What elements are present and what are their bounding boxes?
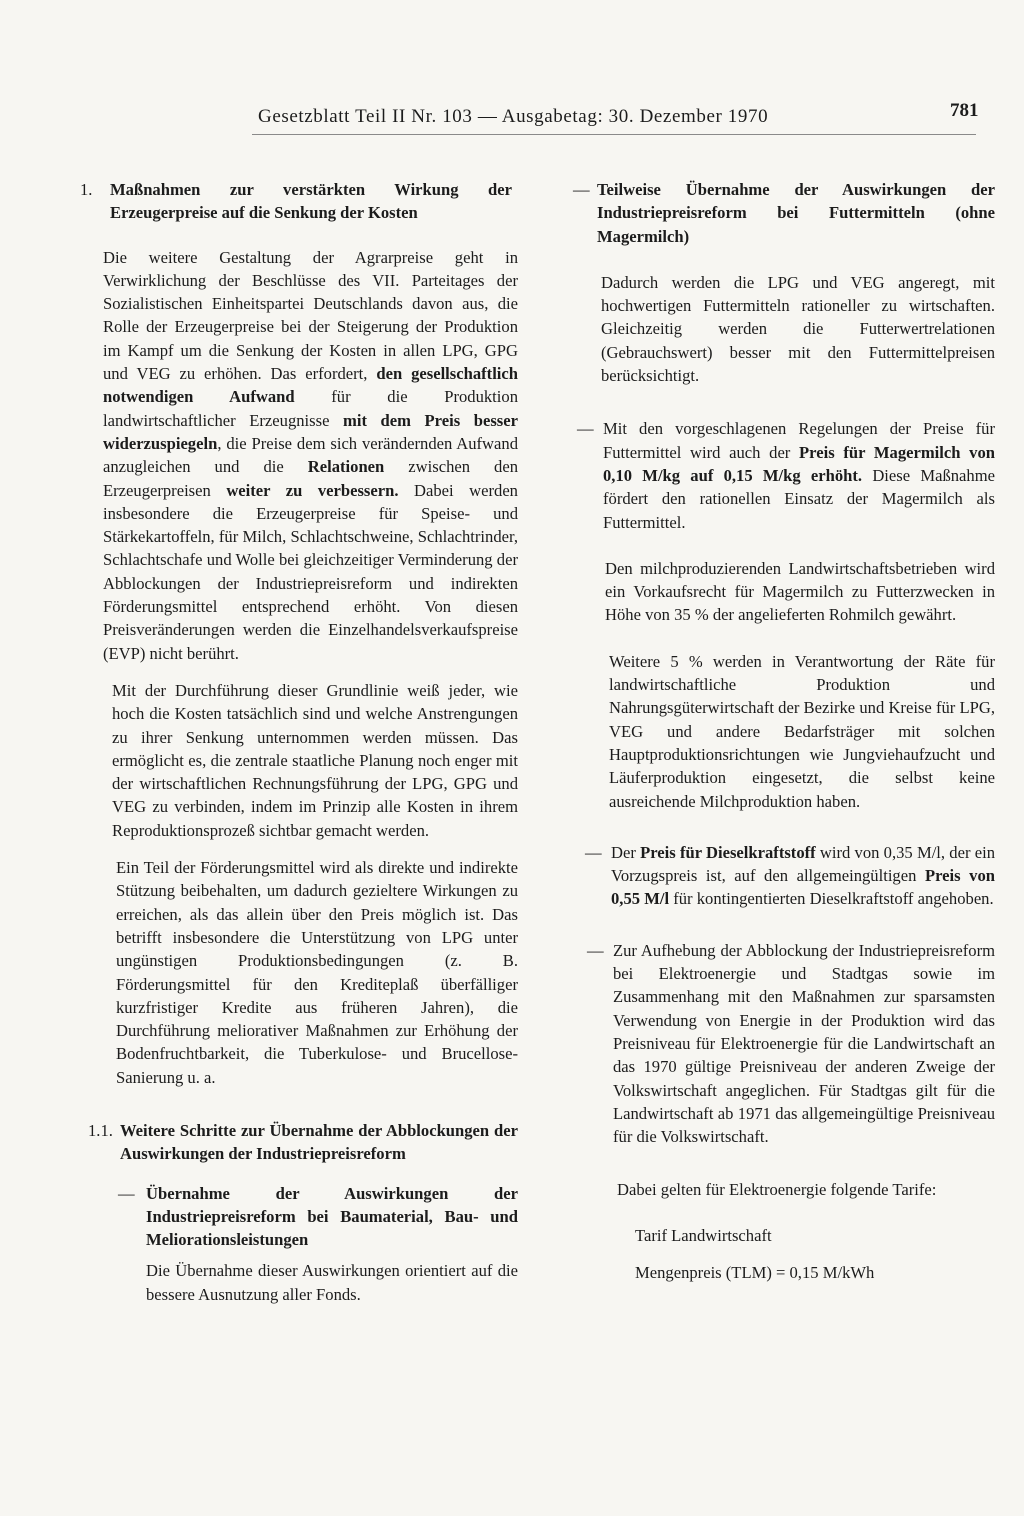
tariff-intro: Dabei gelten für Elektroenergie folgende Tarife: [617, 1180, 937, 1200]
paragraph-agrarpreise: Die weitere Gestaltung der Agrarpreise geht in Verwirklichung der Beschlüsse des VII. Parteitages der Sozialistischen Einheitspartei Deutschlands davon aus, die Rolle der Erzeugerpreise bei der Steigerung der Produktion im Kampf um die Senkung der Kosten in allen LPG, GPG und VEG zu erhöhen. Das erfordert, den gesellschaftlich notwendigen Aufwand für die Produktion landwirtschaftlicher Erzeugnisse mit dem Preis besser widerzuspiegeln, die Preise dem sich verändernden Aufwand anzugleichen und die Relationen zwischen den Erzeugerpreisen weiter zu verbessern. Dabei werden insbesondere die Erzeugerpreise für Speise- und Stärkekartoffeln, für Milch, Schlachtschweine, Schlachtrinder, Schlachtschafe und Wolle bei gleichzeitiger Verminderung der Abblockungen der Industriepreisreform und indirekten Förderungsmittel entsprechend erhöht. Von diesen Preisveränderungen werden die Einzelhandelsverkaufspreise (EVP) nicht berührt. [103, 247, 519, 663]
section-1-number: 1. [80, 180, 93, 199]
item-futtermittel-text: Dadurch werden die LPG und VEG angeregt, mit hochwertigen Futtermitteln rationeller zu wirtschaften. Gleichzeitig werden die Futterwertrelationen (Gebrauchswert) besser mit den Futtermittelpreisen berücksichtigt. [601, 272, 995, 386]
header-rule [252, 134, 976, 135]
item-dieselkraftstoff-text: Der Preis für Dieselkraftstoff wird von 0,35 M/l, der ein Vorzugspreis ist, auf den allgemeingültigen Preis von 0,55 M/l für kontingentierten Dieselkraftstoff angehoben. [611, 842, 995, 909]
item-elektroenergie [573, 939, 995, 1149]
subitem-baumaterial-heading: Übernahme der Auswirkungen der Industriepreisreform bei Baumaterial, Bau- und Meliorationsleistungen [146, 1183, 518, 1250]
subitem-baumaterial [88, 1182, 518, 1306]
dash-marker: — [573, 180, 590, 199]
item-futtermittel [573, 178, 995, 387]
page-number: 781 [950, 100, 979, 121]
dash-marker: — [577, 419, 594, 439]
item-futtermittel-heading: Teilweise Übernahme der Auswirkungen der Industriepreisreform bei Futtermitteln (ohne Magermilch) [597, 180, 995, 246]
page-header [0, 96, 1024, 136]
item-dieselkraftstoff [573, 841, 995, 911]
item-elektroenergie-text: Zur Aufhebung der Abblockung der Industriepreisreform bei Elektroenergie und Stadtgas sowie im Zusammenhang mit den Maßnahmen zur sparsamsten Verwendung von Energie in der Produktion wird das Preisniveau für Elektroenergie für die Landwirtschaft an das 1970 gültige Preisniveau der anderen Zweige der Volkswirtschaft angeglichen. Für Stadtgas gilt für die Landwirtschaft ab 1971 das allgemeingültige Preisniveau für die Volkswirtschaft. [613, 940, 995, 1147]
tariff-name: Tarif Landwirtschaft [635, 1225, 772, 1245]
left-column [80, 178, 519, 1306]
section-1-1-heading: Weitere Schritte zur Übernahme der Abblockungen der Auswirkungen der Industriepreisreform [120, 1120, 518, 1164]
section-1-heading: Maßnahmen zur verstärkten Wirkung der Erzeugerpreise auf die Senkung der Kosten [110, 180, 512, 223]
subitem-baumaterial-text: Die Übernahme dieser Auswirkungen orientiert auf die bessere Ausnutzung aller Fonds. [146, 1261, 518, 1304]
header-title: Gesetzblatt Teil II Nr. 103 — Ausgabetag: 30. Dezember 1970 [258, 106, 769, 127]
dash-marker: — [585, 842, 602, 862]
dash-marker: — [118, 1183, 135, 1203]
paragraph-foerderungsmittel: Ein Teil der Förderungsmittel wird als direkte und indirekte Stützung beibehalten, um dadurch gezieltere Wirkungen zu erreichen, als das allein über den Preis möglich ist. Das betrifft insbesondere die Unterstützung von LPG unter ungünstigen Produktionsbedingungen (z. B. Förderungsmittel für den Kreditерlaß überfälliger kurzfristiger Kredite aus früheren Jahren), die Durchführung meliorativer Maßnahmen zur Erhöhung der Bodenfruchtbarkeit, die Tuberkulose- und Brucellose-Sanierung u. a. [116, 858, 518, 1087]
paragraph-grundlinie: Mit der Durchführung dieser Grundlinie weiß jeder, wie hoch die Kosten tatsächlich sind und welche Anstrengungen zu ihrer Senkung unternommen werden müssen. Das ermöglicht es, die zentrale staatliche Planung noch enger mit der wirtschaftlichen Rechnungsführung der LPG, GPG und VEG zu verbinden, indem im Prinzip alle Kosten in ihrem Reproduktionsprozeß sichtbar gemacht werden. [112, 680, 518, 840]
tariff-line: Mengenpreis (TLM) = 0,15 M/kWh [635, 1262, 875, 1282]
item-magermilch-vorkaufsrecht: Den milchproduzierenden Landwirtschaftsbetrieben wird ein Vorkaufsrecht für Magermilch zu Futterzwecken in Höhe von 35 % der angelieferten Rohmilch gewährt. [605, 558, 995, 625]
section-1-1-heading-block [88, 1119, 518, 1166]
item-magermilch-weitere: Weitere 5 % werden in Verantwortung der Räte für landwirtschaftliche Produktion und Nahrungsgüterwirtschaft der Bezirke und Kreise für LPG, VEG und andere Bedarfsträger mit solchen Hauptproduktionsrichtungen wie Jungviehaufzucht und Läuferproduktion eingesetzt, die selbst keine ausreichende Milchproduktion haben. [609, 651, 995, 811]
section-1-heading-block [80, 178, 518, 225]
item-magermilch-text: Mit den vorgeschlagenen Regelungen der Preise für Futtermittel wird auch der Preis für Magermilch von 0,10 M/kg auf 0,15 M/kg erhöht. Diese Maßnahme fördert den rationellen Einsatz der Magermilch als Futtermittel. [603, 419, 995, 532]
dash-marker: — [587, 940, 604, 960]
section-1-1-number: 1.1. [88, 1120, 113, 1140]
item-magermilch [573, 417, 995, 812]
right-column [573, 178, 995, 1284]
